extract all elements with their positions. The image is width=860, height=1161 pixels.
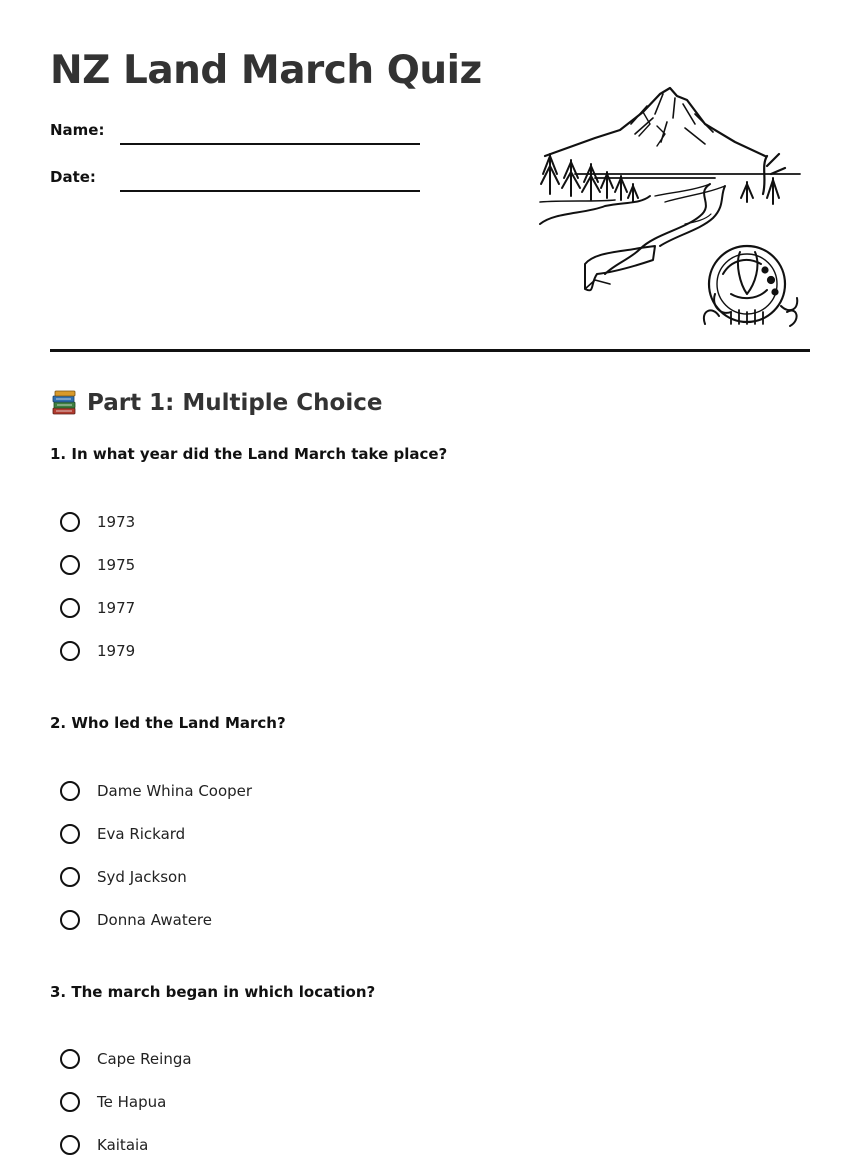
q3-option-1[interactable] [60, 1046, 192, 1072]
option-label: 1973 [97, 513, 136, 531]
q2-option-2[interactable] [60, 821, 185, 847]
radio-button[interactable] [60, 910, 80, 930]
q1-option-4[interactable] [60, 638, 135, 664]
radio-button[interactable] [60, 781, 80, 801]
header-divider [50, 349, 810, 352]
radio-button[interactable] [60, 824, 80, 844]
mountain-river-illustration [535, 84, 805, 332]
q2-option-4[interactable] [60, 907, 212, 933]
option-label: 1979 [97, 642, 136, 660]
option-label: 1977 [97, 599, 136, 617]
radio-button[interactable] [60, 1049, 80, 1069]
q1-option-1[interactable] [60, 509, 135, 535]
radio-button[interactable] [60, 867, 80, 887]
name-field [50, 116, 420, 146]
radio-button[interactable] [60, 555, 80, 575]
option-label: Syd Jackson [97, 868, 187, 886]
date-write-line[interactable] [120, 190, 420, 192]
radio-button[interactable] [60, 641, 80, 661]
option-label: 1975 [97, 556, 136, 574]
section-title: Part 1: Multiple Choice [87, 390, 383, 416]
name-label: Name: [50, 121, 105, 139]
question-3: 3. The march began in which location? [50, 983, 376, 1001]
date-label: Date: [50, 168, 96, 186]
q1-option-3[interactable] [60, 595, 135, 621]
radio-button[interactable] [60, 1092, 80, 1112]
section-heading [50, 386, 382, 420]
q3-option-2[interactable] [60, 1089, 166, 1115]
option-label: Kaitaia [97, 1136, 149, 1154]
radio-button[interactable] [60, 512, 80, 532]
option-label: Te Hapua [97, 1093, 167, 1111]
date-field [50, 163, 420, 193]
radio-button[interactable] [60, 598, 80, 618]
radio-button[interactable] [60, 1135, 80, 1155]
option-label: Dame Whina Cooper [97, 782, 253, 800]
question-1: 1. In what year did the Land March take place? [50, 445, 448, 463]
question-2: 2. Who led the Land March? [50, 714, 286, 732]
books-icon [50, 389, 78, 417]
q1-option-2[interactable] [60, 552, 135, 578]
q3-option-3[interactable] [60, 1132, 148, 1158]
q2-option-1[interactable] [60, 778, 252, 804]
q2-option-3[interactable] [60, 864, 187, 890]
option-label: Eva Rickard [97, 825, 186, 843]
option-label: Donna Awatere [97, 911, 212, 929]
option-label: Cape Reinga [97, 1050, 192, 1068]
name-write-line[interactable] [120, 143, 420, 145]
page-title: NZ Land March Quiz [50, 48, 482, 93]
